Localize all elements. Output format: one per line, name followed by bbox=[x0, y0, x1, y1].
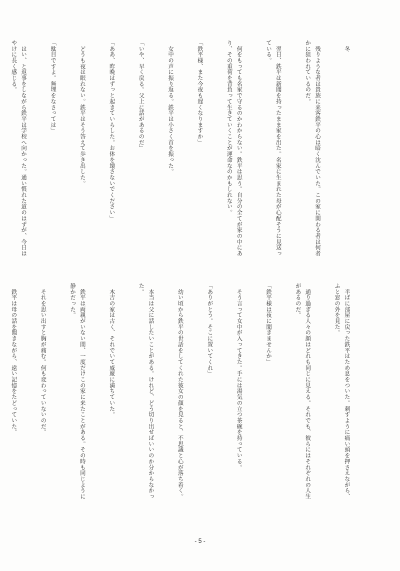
page-number: - 5 - bbox=[194, 539, 206, 545]
paragraph: 通り過ぎる人々の顔はどれも同じに見える。それでも、彼らにはそれぞれの人生があるのだ。 bbox=[294, 283, 311, 500]
paragraph: それを思い出すと胸が痛む。何も変わっていないのだ。 bbox=[39, 283, 46, 436]
paragraph: 女中の声に振り返る。鉄平は小さく首を振った。 bbox=[167, 40, 174, 175]
paragraph: どうも夜は眠れない。鉄平はそう答えて歩き出した。 bbox=[78, 40, 85, 187]
paragraph: 「駄目ですよ。無理をなさっては」 bbox=[49, 40, 56, 134]
paragraph: 鉄平は両親がいない間、一度だけこの家に来たことがある。その時も同じように静かだった。 bbox=[69, 283, 85, 500]
paragraph: 何をもっても名家で守るのかわからない。鉄平は思う。自分の全てが家の中にあり、その重荷を背負って生きていくことが運命なのかもしれない。 bbox=[225, 40, 242, 257]
paragraph: 冬 bbox=[343, 40, 350, 52]
paragraph: 鉄平は母の話を聞きながら、遠い記憶をたどっていた。 bbox=[10, 283, 17, 436]
paragraph: 幼い頃から鉄平の世話をしてくれた彼女の顔を見ると、不思議と心が落ち着く。 bbox=[176, 283, 183, 500]
upper-text-block bbox=[10, 40, 370, 262]
paragraph: 残りような者は貴族に来客鉄平の心は暗く沈んでいた。この家に関わる者は何者かに狙われているのだ。 bbox=[304, 40, 321, 257]
paragraph: 「鉄平様、また今夜も遅くなりますか」 bbox=[196, 40, 203, 146]
paragraph: 「鉄平様は夜に聞きませんか」 bbox=[265, 283, 272, 365]
paragraph: 「いや、早く戻る。父上に話があるのだ」 bbox=[137, 40, 144, 152]
lower-text-block bbox=[10, 283, 370, 505]
paragraph: はい、と返事をしながら鉄平は学校へ向かった。通い慣れた道のはずが、今日はやけに長く感じる。 bbox=[10, 40, 27, 257]
paragraph: そう言って女中が入ってきた。手には湯気の立つ茶碗を持っている。 bbox=[235, 283, 242, 471]
paragraph: 半ばに部屋に戻った鉄平はため息をついた。刺すように痛い頭を押さえながら、ふと窓の外を見た。 bbox=[333, 283, 350, 500]
paragraph: 「ああ、昨晩はずっと起きていらした。お体を壊さないでください」 bbox=[108, 40, 115, 222]
paragraph: 翌日、鉄平は新聞を持ったまま家を出た。名家に生まれた母が心配そうに見送っている。 bbox=[265, 40, 281, 257]
paragraph: 「ありがとう。そこに置いてくれ」 bbox=[206, 283, 213, 377]
paragraph: 木吉の家は古く、それでいて威厳に満ちていた。 bbox=[108, 283, 115, 418]
paragraph: 本当は父に話したいことがある。けれど、どう切り出せばいいのか分からなかった。 bbox=[137, 283, 154, 500]
